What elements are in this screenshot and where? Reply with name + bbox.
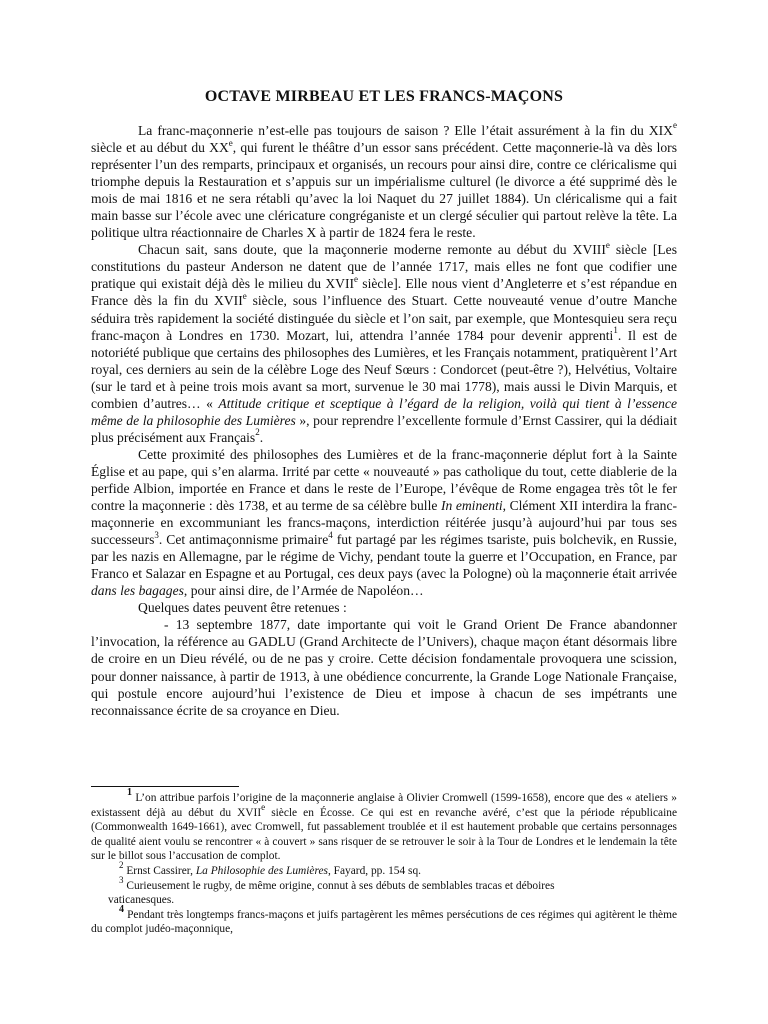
footnote-ref-3[interactable]: 3: [154, 529, 159, 540]
footnote-number: 3: [119, 874, 124, 885]
paragraph-3: Cette proximité des philosophes des Lumières et de la franc-maçonnerie déplut fort à la Sainte Église et au pape, qui s’en alarma. Irrité par cette « nouveauté » pas catholique du tout, cette diablerie de la perfide Albion, importée en France et dans le reste de l’Europe, l’évêque de Rome engagea très tôt le fer contre la maçonnerie : dès 1738, et au terme de sa célèbre bulle In eminenti, Clément XII interdira la franc-maçonnerie en excommuniant les francs-maçons, interdiction réitérée jusqu’à aujourd’hui par tous ses successeurs$^3$. Cet antimaçonnisme primaire$^4$ fut partagé par les régimes tsariste, puis bolchevik, en Russie, par les nazis en Allemagne, par le régime de Vichy, pendant toute la guerre et l’Occupation, en France, par Franco et Salazar en Espagne et au Portugal, ces deux pays (avec la Pologne) où la maçonnerie était arrivée dans les bagages, pour ainsi dire, de l’Armée de Napoléon…: [91, 446, 678, 599]
emphasis-text: dans les bagages: [91, 583, 184, 599]
paragraph-2: Chacun sait, sans doute, que la maçonnerie moderne remonte au début du XVIIIe siècle [Les constitutions du pasteur Anderson ne datent que de l’année 1717, mais elles ne font que codifier une pratique qui existait déjà dès le milieu du XVIIe siècle]. Elle nous vient d’Angleterre et s’est répandue en France dès la fin du XVIIe siècle, sous l’influence des Stuart. Cette nouveauté venue d’outre Manche séduira très rapidement la société distinguée du siècle et l’on sait, par exemple, que Montesquieu sera reçu franc-maçon à Londres en 1730. Mozart, lui, attendra l’année 1784 pour devenir apprenti$^1$. Il est de notoriété publique que certains des philosophes des Lumières, et les Français notamment, pratiquèrent l’Art royal, ces derniers au sein de la célèbre Loge des Neuf Sœurs : Condorcet (peut-être ?), Helvétius, Voltaire (sur le tard et à peine trois mois avant sa mort, survenue le 30 mai 1778), mais aussi le Divin Marquis, et combien d’autres… « Attitude critique et sceptique à l’égard de la religion, voilà qui tient à l’essence même de la philosophie des Lumières », pour reprendre l’excellente formule d’Ernst Cassirer, qui la dédiait plus précisément aux Français$^2$.: [91, 239, 678, 445]
superscript: e: [228, 137, 233, 148]
footnote-3: $^3$ Curieusement le rugby, de même origine, connut à ses débuts de semblables tracas et déboires: [119, 874, 555, 892]
paragraph-5: - 13 septembre 1877, date importante qui voit le Grand Orient De France abandonner l’invocation, la référence au GADLU (Grand Architecte de l’Univers), chaque maçon étant désormais libre de croire en un Dieu révélé, ou de ne pas y croire. Cette décision fondamentale provoquera une scission, pour donner naissance, à partir de 1913, à une obédience concurrente, la Grande Loge Nationale Française, qui postule encore aujourd’hui l’existence de Dieu et impose à chacun de ses impétrants une reconnaissance écrite de sa croyance en Dieu.: [91, 617, 677, 718]
footnote-separator: [91, 786, 239, 787]
superscript: e: [354, 273, 359, 284]
superscript: e: [673, 120, 677, 131]
cassirer-quote: Attitude critique et sceptique à l’égard de la religion, voilà qui tient à l’essence même de la philosophie des Lumières: [91, 395, 677, 428]
footnote-ref-2[interactable]: 2: [255, 427, 260, 438]
paragraph-1: La franc-maçonnerie n’est-elle pas toujours de saison ? Elle l’était assurément à la fin du XIXe siècle et au début du XXe, qui furent le théâtre d’un essor sans précédent. Cette maçonnerie-là va dès lors représenter l’un des remparts, principaux et organisés, un recours pour ainsi dire, contre ce cléricalisme qui triomphe depuis la Restauration et s’appuis sur un impérialisme culturel (le divorce a été supprimé dès le mois de mai 1816 et ne sera rétabli qu’avec la loi Naquet du 27 juillet 1884). Un cléricalisme qui a fait main basse sur l’école avec une cléricature congréganiste et un clergé séculier qui partout relève la tête. La politique ultra réactionnaire de Charles X à partir de 1824 fera le reste.: [91, 120, 677, 241]
footnote-number: 4: [119, 903, 124, 915]
footnote-4: $^4$ Pendant très longtemps francs-maçons et juifs partagèrent les mêmes persécutions de ces régimes qui agitèrent le thème du complot judéo-maçonnique,: [91, 903, 677, 936]
footnote-ref-1[interactable]: 1: [613, 325, 618, 336]
footnote-ref-4[interactable]: 4: [328, 529, 333, 540]
footnote-2: $^2$ Ernst Cassirer, La Philosophie des Lumières, Fayard, pp. 154 sq.: [119, 860, 421, 877]
footnote-1: $^1$ L’on attribue parfois l’origine de la maçonnerie anglaise à Olivier Cromwell (1599-1658), encore que des « ateliers » existassent déjà au début du XVIIe siècle en Écosse. Ce qui est en revanche avéré, c’est que la période républicaine (Commonwealth 1649-1661), avec Cromwell, fut passablement troublée et il est hautement probable que certains personnages de qualité aient voulu se rencontrer « à couvert » sans risquer de se retrouver le soir à la Tour de Londres et le lendemain la tête sur le billot sous l’accusation de complot.: [91, 787, 677, 863]
footnote-3-continuation: vaticanesques.: [108, 894, 175, 907]
footnote-number: 1: [127, 787, 132, 799]
superscript: e: [242, 290, 247, 301]
footnotes: [91, 787, 677, 937]
article-body: [91, 122, 677, 719]
superscript: e: [261, 801, 266, 812]
footnote-number: 2: [119, 860, 124, 871]
bull-title: In eminenti: [440, 498, 503, 514]
superscript: e: [605, 239, 610, 250]
page-title: OCTAVE MIRBEAU ET LES FRANCS-MAÇONS: [204, 88, 564, 105]
paragraph-4: Quelques dates peuvent être retenues :: [138, 600, 347, 616]
book-title: La Philosophie des Lumières: [195, 864, 328, 877]
